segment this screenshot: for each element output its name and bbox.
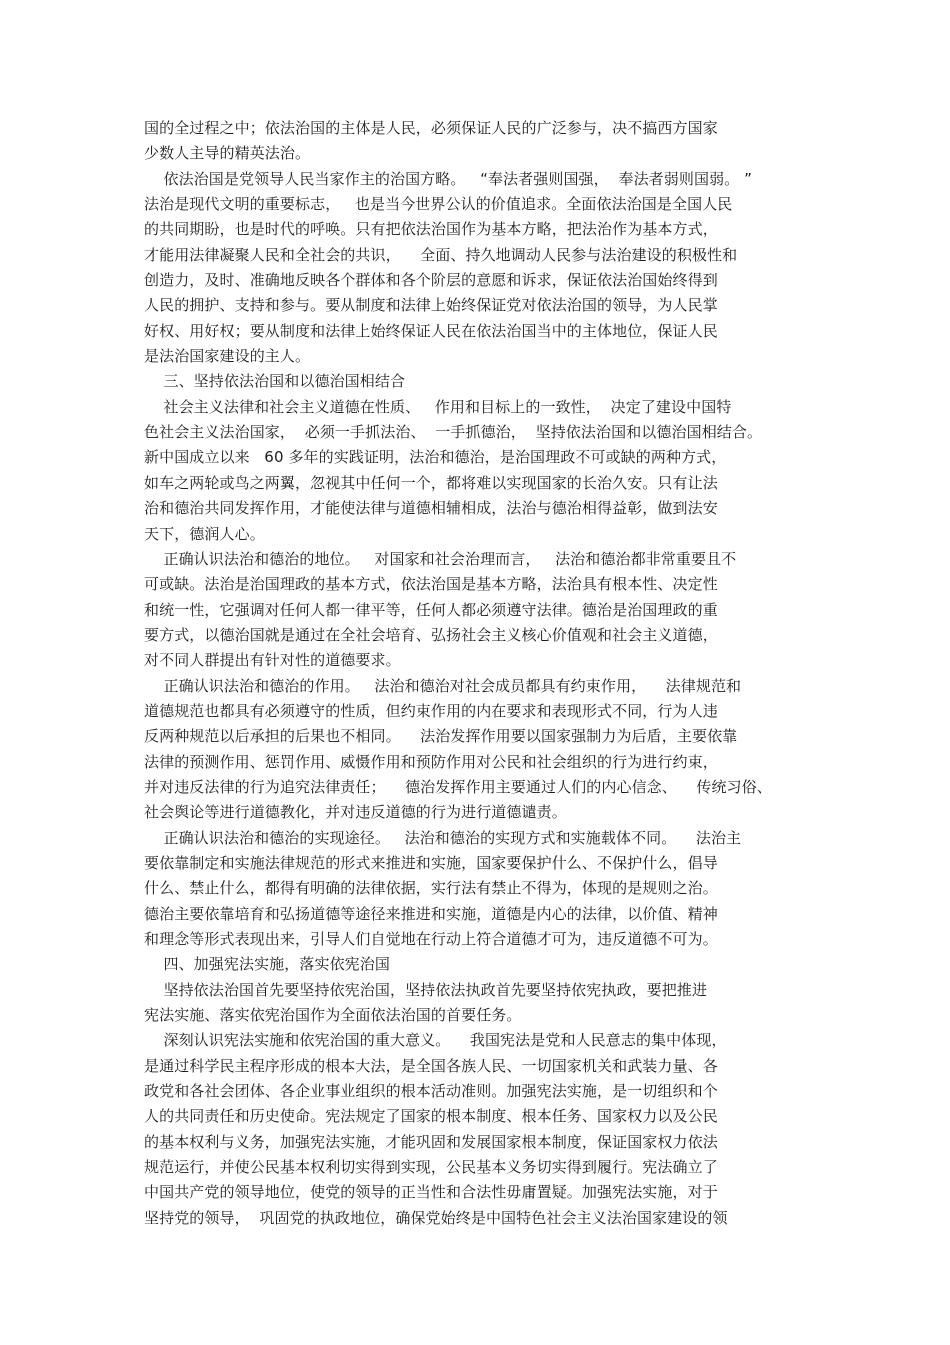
text-line: 人民的拥护、支持和参与。要从制度和法律上始终保证党对依法治国的领导，为人民掌 xyxy=(144,296,718,315)
text-line: 社会舆论等进行道德教化，并对违反道德的行为进行道德谴责。 xyxy=(144,803,567,822)
text-line: 深刻认识宪法实施和依宪治国的重大意义。 我国宪法是党和人民意志的集中体现， xyxy=(144,1031,727,1050)
text-line: 和理念等形式表现出来，引导人们自觉地在行动上符合道德才可为，违反道德不可为。 xyxy=(144,930,718,948)
text-line: 社会主义法律和社会主义道德在性质、 作用和目标上的一致性， 决定了建设中国特 xyxy=(144,397,732,416)
text-line: 少数人主导的精英法治。 xyxy=(144,144,311,163)
text-line: 天下，德润人心。 xyxy=(144,524,265,543)
text-line: 新中国成立以来 60 多年的实践证明，法治和德治，是治国理政不可或缺的两种方式， xyxy=(144,448,727,467)
text-line: 色社会主义法治国家， 必须一手抓法治、 一手抓德治， 坚持依法治国和以德治国相结合。 xyxy=(144,423,763,442)
text-line: 德治主要依靠培育和弘扬道德等途径来推进和实施，道德是内心的法律，以价值、精神 xyxy=(144,904,718,923)
text-line: 坚持依法治国首先要坚持依宪治国，坚持依法执政首先要坚持依宪执政，要把推进 xyxy=(144,980,708,999)
text-line: 是法治国家建设的主人。 xyxy=(144,347,311,366)
text-line: 依法治国是党领导人民当家作主的治国方略。 “奉法者强则国强， 奉法者弱则国弱。 ” xyxy=(144,169,753,188)
text-line: 是通过科学民主程序形成的根本大法，是全国各族人民、一切国家机关和武装力量、各 xyxy=(144,1056,718,1075)
text-line: 坚持党的领导， 巩固党的执政地位，确保党始终是中国特色社会主义法治国家建设的领 xyxy=(144,1208,728,1227)
text-line: 道德规范也都具有必须遵守的性质，但约束作用的内在要求和表现形式不同，行为人违 xyxy=(144,701,718,720)
text-line: 对不同人群提出有针对性的道德要求。 xyxy=(144,651,401,670)
document-body xyxy=(144,116,814,1231)
text-line: 国的全过程之中；依法治国的主体是人民，必须保证人民的广泛参与，决不搞西方国家 xyxy=(144,119,718,137)
text-line: 并对违反法律的行为追究法律责任； 德治发挥作用主要通过人们的内心信念、 传统习俗、 xyxy=(144,777,772,796)
text-line: 人的共同责任和历史使命。宪法规定了国家的根本制度、根本任务、国家权力以及公民 xyxy=(144,1107,718,1126)
text-line: 正确认识法治和德治的作用。 法治和德治对社会成员都具有约束作用， 法律规范和 xyxy=(144,676,742,695)
text-line: 三、坚持依法治国和以德治国相结合 xyxy=(144,372,406,391)
text-line: 如车之两轮或鸟之两翼，忽视其中任何一个，都将难以实现国家的长治久安。只有让法 xyxy=(144,473,718,492)
text-line: 法律的预测作用、惩罚作用、威慑作用和预防作用对公民和社会组织的行为进行约束， xyxy=(144,752,718,771)
text-line: 的共同期盼，也是时代的呼唤。只有把依法治国作为基本方略，把法治作为基本方式， xyxy=(144,220,718,239)
text-line: 四、加强宪法实施，落实依宪治国 xyxy=(144,955,390,974)
text-line: 规范运行，并使公民基本权利切实得到实现，公民基本义务切实得到履行。宪法确立了 xyxy=(144,1158,718,1177)
text-line: 法治是现代文明的重要标志， 也是当今世界公认的价值追求。全面依法治国是全国人民 xyxy=(144,195,733,214)
text-line: 正确认识法治和德治的地位。 对国家和社会治理而言， 法治和德治都非常重要且不 xyxy=(144,549,737,568)
text-line: 治和德治共同发挥作用，才能使法律与道德相辅相成，法治与德治相得益彰，做到法安 xyxy=(144,499,718,518)
text-line: 要依靠制定和实施法律规范的形式来推进和实施，国家要保护什么、不保护什么，倡导 xyxy=(144,853,718,872)
text-line: 什么、禁止什么，都得有明确的法律依据，实行法有禁止不得为，体现的是规则之治。 xyxy=(144,879,718,898)
text-line: 正确认识法治和德治的实现途径。 法治和德治的实现方式和实施载体不同。 法治主 xyxy=(144,828,742,847)
text-line: 要方式，以德治国就是通过在全社会培育、弘扬社会主义核心价值观和社会主义道德， xyxy=(144,625,718,644)
text-line: 的基本权利与义务，加强宪法实施，才能巩固和发展国家根本制度，保证国家权力依法 xyxy=(144,1132,718,1151)
text-line: 宪法实施、落实依宪治国作为全面依法治国的首要任务。 xyxy=(144,1006,522,1025)
text-line: 创造力，及时、准确地反映各个群体和各个阶层的意愿和诉求，保证依法治国始终得到 xyxy=(144,271,718,290)
text-line: 可或缺。法治是治国理政的基本方式，依法治国是基本方略，法治具有根本性、决定性 xyxy=(144,575,718,594)
text-line: 反两种规范以后承担的后果也不相同。 法治发挥作用要以国家强制力为后盾，主要依靠 xyxy=(144,727,738,746)
text-line: 和统一性，它强调对任何人都一律平等，任何人都必须遵守法律。德治是治国理政的重 xyxy=(144,600,718,619)
text-line: 好权、用好权；要从制度和法律上始终保证人民在依法治国当中的主体地位，保证人民 xyxy=(144,321,718,340)
text-line: 政党和各社会团体、各企业事业组织的根本活动准则。加强宪法实施，是一切组织和个 xyxy=(144,1082,718,1101)
text-line: 中国共产党的领导地位，使党的领导的正当性和合法性毋庸置疑。加强宪法实施，对于 xyxy=(144,1183,718,1202)
text-line: 才能用法律凝聚人民和全社会的共识， 全面、持久地调动人民参与法治建设的积极性和 xyxy=(144,245,738,264)
